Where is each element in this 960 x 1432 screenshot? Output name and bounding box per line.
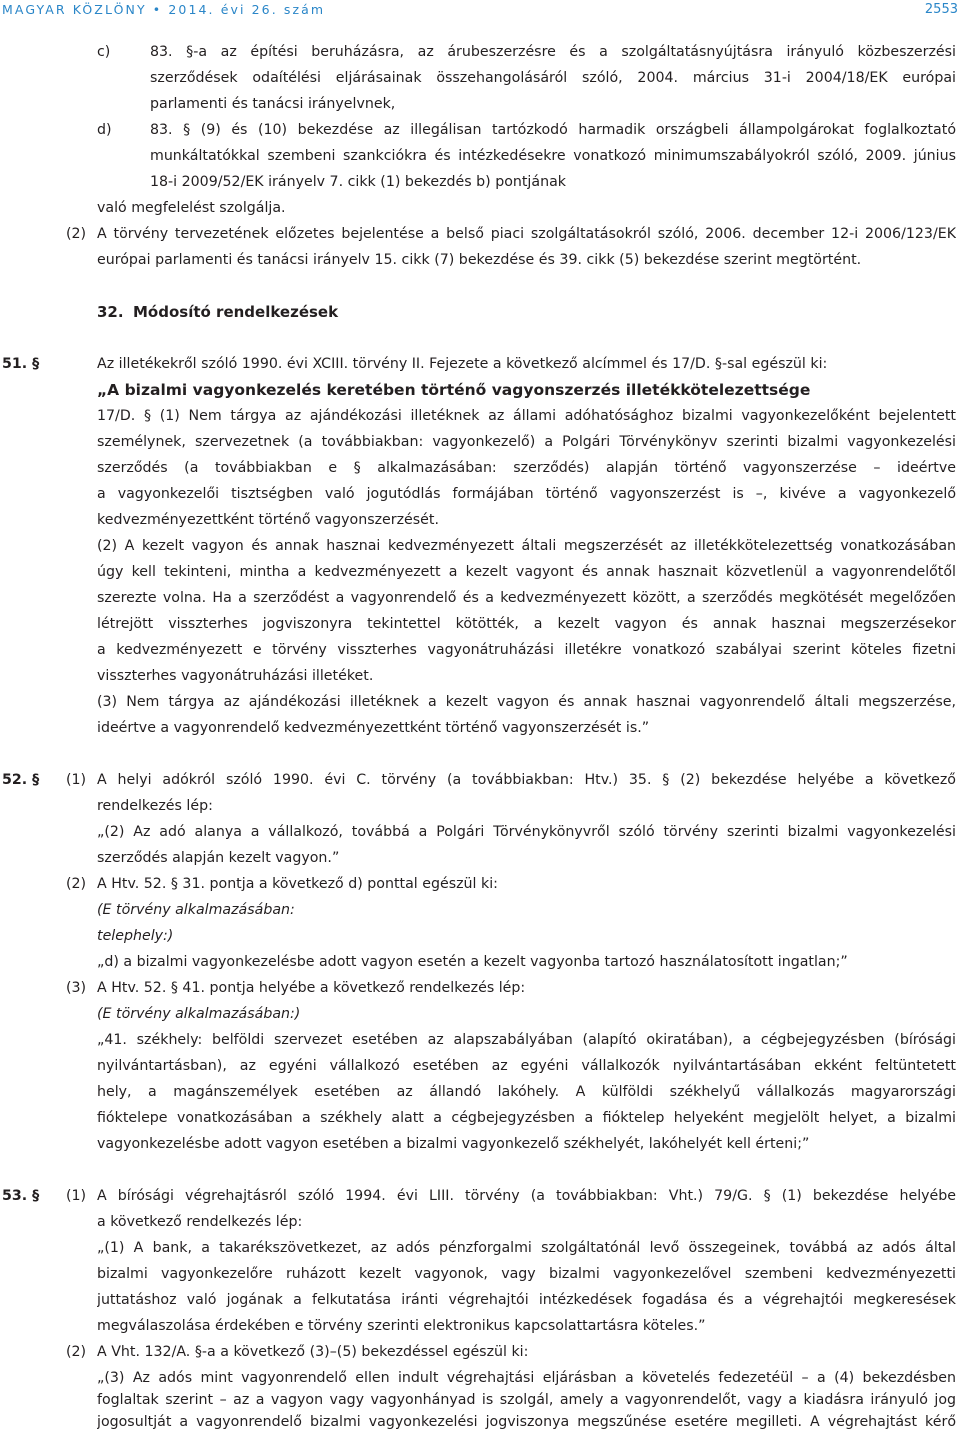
paragraph-marker: (1) [66,1188,87,1204]
page-header [0,0,960,22]
subtitle: „A bizalmi vagyonkezelés keretében történő vagyonszerzés illetékkötelezettsége [97,381,811,399]
text-line: ideértve a vagyonrendelő kedvezményezettként történő vagyonszerzését is.” [97,720,650,736]
text-line: „(1) A bank, a takarékszövetkezet, az adós pénzforgalmi szolgáltatónál levő összegeinek, továbbá az adós által [97,1240,956,1256]
page-number: 2553 [924,2,958,17]
text-line: szerződés alapján kezelt vagyon.” [97,850,340,866]
publication-title: MAGYAR KÖZLÖNY • 2014. évi 26. szám [2,2,326,17]
italic-line: (E törvény alkalmazásában:) [97,1006,301,1022]
text-line: 83. §-a az építési beruházásra, az árubeszerzésre és a szolgáltatásnyújtásra irányuló közbeszerzési [150,44,956,60]
text-line: parlamenti és tanácsi irányelvnek, [150,96,396,112]
text-line: a vagyonkezelői tisztségben való jogutódlás formájában történő vagyonszerzést is –, kivéve a vagyonkezelő [97,486,956,502]
text-line: rendelkezés lép: [97,798,213,814]
text-line: foglaltak szerint – az a vagyon vagy vagyonhányad is szolgál, amely a vagyonrendelőt, vagy a kiadásra irányuló jog [97,1392,956,1408]
text-line: „41. székhely: belföldi szervezet esetében az alapszabályában (alapító okiratában), a cégbejegyzésben (bírósági [97,1032,956,1048]
text-line: jogosultját a vagyonrendelő bizalmi vagyonkezelési jogviszonya megszűnése esetére megilleti. A végrehajtást kérő [97,1414,956,1430]
text-line: A Htv. 52. § 41. pontja helyébe a következő rendelkezés lép: [97,980,526,996]
paragraph-marker: (2) [66,226,87,242]
text-line: 18-i 2009/52/EK irányelv 7. cikk (1) bekezdés b) pontjának [150,174,566,190]
text-line: (2) A kezelt vagyon és annak hasznai kedvezményezett általi megszerzését az illetékkötelezettség vonatkozásában [97,538,956,554]
text-line: juttatáshoz való jogának a felkutatása iránti végrehajtói intézkedések fogadása és a végrehajtói megkeresések [97,1292,956,1308]
text-line: szerezte volna. Ha a szerződést a vagyonrendelő és a kedvezményezett között, a szerződés megkötését megelőzően [97,590,956,606]
text-line: A helyi adókról szóló 1990. évi C. törvény (a továbbiakban: Htv.) 35. § (2) bekezdése helyébe a következő [97,772,956,788]
text-line: szerződés (a továbbiakban e § alkalmazásában: szerződés) alapján történő vagyonszerzése – ideértve [97,460,956,476]
text-line: fióktelepe vonatkozásában a székhely alatt a cégbejegyzésben a fióktelep helyeként megjelölt helyet, a bizalmi [97,1110,956,1126]
text-line: Az illetékekről szóló 1990. évi XCIII. törvény II. Fejezete a következő alcímmel és 17/D. §-sal egészül ki: [97,356,828,372]
text-line: vagyonkezelésbe adott vagyon esetében a bizalmi vagyonkezelő székhelyét, lakóhelyét kell érteni;” [97,1136,810,1152]
paragraph-marker: (2) [66,876,87,892]
text-line: A törvény tervezetének előzetes bejelentése a belső piaci szolgáltatásokról szóló, 2006. december 12-i 2006/123/EK [97,226,956,242]
italic-line: telephely:) [97,928,174,944]
text-line: munkáltatókkal szembeni szankciókra és intézkedésekre vonatkozó minimumszabályokról szóló, 2009. június [150,148,956,164]
text-line: A bírósági végrehajtásról szóló 1994. évi LIII. törvény (a továbbiakban: Vht.) 79/G. § (1) bekezdése helyébe [97,1188,956,1204]
text-line: nyilvántartásban), az egyéni vállalkozó esetében az egyéni vállalkozók nyilvántartásában ekként feltüntetett [97,1058,956,1074]
text-line: (3) Nem tárgya az ajándékozási illetéknek a kezelt vagyon és annak hasznai vagyonrendelő általi megszerzése, [97,694,956,710]
text-line: visszterhes vagyonátruházási illetéket. [97,668,374,684]
paragraph-marker: (3) [66,980,87,996]
text-line: a kedvezményezett e törvény visszterhes vagyonátruházási illetékre vonatkozó szabályai szerint köteles fizetni [97,642,956,658]
section-title: Módosító rendelkezések [133,303,339,321]
text-line: megválaszolása érdekében e törvény szerinti elektronikus kapcsolattartásra köteles.” [97,1318,706,1334]
text-line: szerződések odaítélési eljárásainak összehangolásáról szóló, 2004. március 31-i 2004/18/EK európai [150,70,956,86]
section-marker: 52. § [2,772,40,788]
text-line: személynek, szervezetnek (a továbbiakban: vagyonkezelő) a Polgári Törvénykönyv szerinti bizalmi vagyonkezelési [97,434,956,450]
paragraph-marker: (1) [66,772,87,788]
text-line: A Htv. 52. § 31. pontja a következő d) ponttal egészül ki: [97,876,498,892]
section-marker: 53. § [2,1188,40,1204]
text-line: A Vht. 132/A. §-a a következő (3)–(5) bekezdéssel egészül ki: [97,1344,529,1360]
text-line: a következő rendelkezés lép: [97,1214,303,1230]
text-line: bizalmi vagyonkezelőre ruházott kezelt vagyonok, vagy bizalmi vagyonkezelővel szembeni kedvezményezetti [97,1266,956,1282]
italic-line: (E törvény alkalmazásában: [97,902,295,918]
text-line: létrejött visszterhes jogviszonyra tekintettel kötötték, a kezelt vagyon és annak hasznai megszerzésekor [97,616,956,632]
paragraph-marker: (2) [66,1344,87,1360]
list-marker: c) [97,44,111,60]
text-line: való megfelelést szolgálja. [97,200,286,216]
section-number: 32. [97,303,124,321]
text-line: „(2) Az adó alanya a vállalkozó, továbbá a Polgári Törvénykönyvről szóló törvény szerinti bizalmi vagyonkezelési [97,824,956,840]
text-line: hely, a magánszemélyek esetében az állandó lakóhely. A külföldi székhelyű vállalkozás magyarországi [97,1084,956,1100]
text-line: 17/D. § (1) Nem tárgya az ajándékozási illetéknek az állami adóhatósághoz bizalmi vagyonkezelőként bejelentett [97,408,956,424]
text-line: 83. § (9) és (10) bekezdése az illegálisan tartózkodó harmadik országbeli állampolgárokat foglalkoztató [150,122,956,138]
text-line: „(3) Az adós mint vagyonrendelő ellen indult végrehajtási eljárásban a követelés fedezetéül – a (4) bekezdésben [97,1370,956,1386]
section-marker: 51. § [2,356,40,372]
text-line: európai parlamenti és tanácsi irányelv 15. cikk (7) bekezdése és 39. cikk (5) bekezdése szerint megtörtént. [97,252,862,268]
list-marker: d) [97,122,112,138]
text-line: kedvezményezettként történő vagyonszerzését. [97,512,439,528]
text-line: „d) a bizalmi vagyonkezelésbe adott vagyon esetén a kezelt vagyonba tartozó használatosított ingatlan;” [97,954,848,970]
text-line: úgy kell tekinteni, mintha a kedvezményezett a kezelt vagyont és annak hasznait közvetlenül a vagyonrendelőtől [97,564,956,580]
